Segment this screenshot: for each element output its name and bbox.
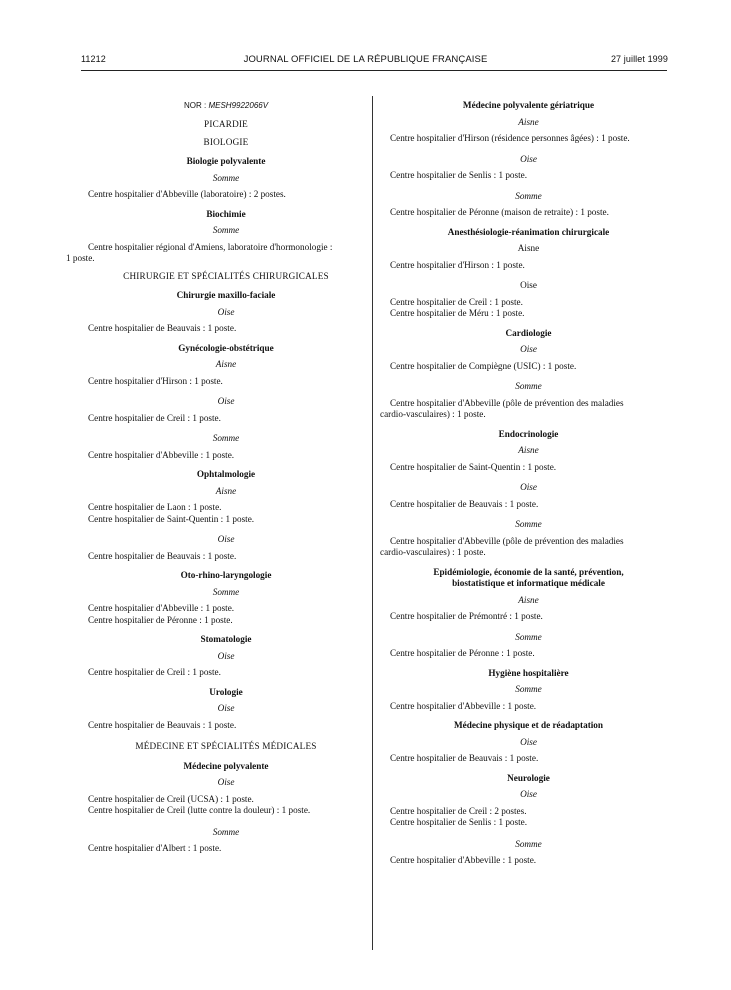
post-line: Centre hospitalier de Beauvais : 1 poste. [88, 323, 237, 333]
post-line: Centre hospitalier de Péronne (maison de retraite) : 1 poste. [390, 207, 609, 217]
dept-somme: Somme [515, 519, 542, 529]
spec-medecine-polyvalente-geriatrique: Médecine polyvalente gériatrique [462, 100, 595, 110]
region-heading: PICARDIE [204, 119, 248, 129]
section-medecine: MÉDECINE ET SPÉCIALITÉS MÉDICALES [135, 741, 317, 751]
post-line: Centre hospitalier d'Hirson : 1 poste. [390, 259, 525, 270]
spec-epidemiologie [390, 567, 667, 590]
post-line: Centre hospitalier de Senlis : 1 poste. [390, 817, 528, 827]
spec-biochimie: Biochimie [206, 208, 246, 219]
dept-oise: Oise [520, 789, 537, 799]
dept-oise: Oise [520, 344, 537, 354]
spec-urologie: Urologie [209, 686, 243, 697]
dept-somme: Somme [515, 190, 542, 201]
post-line: Centre hospitalier de Beauvais : 1 poste. [390, 753, 539, 763]
dept-somme: Somme [515, 684, 542, 694]
post-line: Centre hospitalier de Beauvais : 1 poste. [88, 719, 237, 730]
dept-oise: Oise [217, 534, 235, 544]
post-line: Centre hospitalier de Creil (lutte contre la douleur) : 1 poste. [88, 805, 311, 815]
spec-medecine-polyvalente: Médecine polyvalente [183, 760, 269, 771]
issue-date: 27 juillet 1999 [610, 54, 668, 64]
post-line: Centre hospitalier d'Abbeville : 1 poste. [390, 700, 537, 711]
post-line: Centre hospitalier de Méru : 1 poste. [390, 308, 525, 318]
spec-anesthesiologie: Anesthésiologie-réanimation chirurgicale [447, 226, 610, 237]
spec-gynecologie: Gynécologie-obstétrique [178, 342, 274, 353]
post-line: Centre hospitalier d'Abbeville (pôle de prévention des maladies [390, 397, 624, 408]
spec-oto-rhino-laryngologie: Oto-rhino-laryngologie [180, 570, 272, 580]
spec-epidemiologie-line2: biostatistique et informatique médicale [452, 578, 605, 588]
dept-aisne: Aisne [215, 359, 237, 369]
right-column [380, 100, 667, 867]
dept-oise: Oise [217, 396, 235, 406]
left-column [66, 100, 364, 855]
dept-somme: Somme [212, 172, 240, 183]
post-line: Centre hospitalier d'Hirson (résidence personnes âgées) : 1 poste. [390, 133, 630, 143]
post-line: Centre hospitalier de Creil : 1 poste. [88, 667, 221, 677]
post-line: Centre hospitalier de Creil : 1 poste. [390, 296, 523, 307]
dept-somme: Somme [515, 838, 542, 849]
dept-somme: Somme [212, 586, 240, 597]
post-line-cont: cardio-vasculaires) : 1 poste. [380, 547, 486, 557]
dept-aisne: Aisne [518, 116, 539, 127]
page-number: 11212 [81, 54, 106, 64]
dept-somme: Somme [515, 631, 542, 642]
post-line: Centre hospitalier de Saint-Quentin : 1 poste. [390, 461, 557, 472]
spec-stomatologie: Stomatologie [200, 634, 252, 644]
dept-aisne: Aisne [518, 594, 539, 605]
post-line: Centre hospitalier de Péronne : 1 poste. [390, 648, 535, 658]
spec-epidemiologie-line1: Epidémiologie, économie de la santé, prévention, [433, 566, 624, 577]
post-line: Centre hospitalier de Prémontré : 1 poste. [390, 611, 543, 621]
dept-oise: Oise [217, 306, 235, 317]
dept-oise: Oise [520, 736, 537, 747]
dept-somme: Somme [515, 381, 542, 391]
dept-oise: Oise [520, 153, 537, 164]
post-line: Centre hospitalier de Péronne : 1 poste. [88, 614, 233, 625]
section-chirurgie: CHIRURGIE ET SPÉCIALITÉS CHIRURGICALES [123, 270, 329, 281]
nor-value: MESH9922066V [208, 101, 269, 110]
post-line-cont: 1 poste. [66, 253, 95, 263]
post-line: Centre hospitalier de Compiègne (USIC) : 1 poste. [390, 360, 577, 371]
spec-hygiene-hospitaliere: Hygiène hospitalière [488, 667, 569, 678]
post-line: Centre hospitalier de Senlis : 1 poste. [390, 170, 528, 180]
post-line: Centre hospitalier d'Abbeville : 1 poste. [390, 855, 537, 865]
post-line: Centre hospitalier de Creil : 1 poste. [88, 412, 221, 423]
dept-aisne: Aisne [215, 485, 237, 496]
section-biologie: BIOLOGIE [203, 136, 249, 147]
post-line: Centre hospitalier d'Abbeville : 1 poste. [88, 449, 235, 460]
post-line: Centre hospitalier d'Abbeville : 1 poste. [88, 603, 235, 613]
dept-somme: Somme [212, 433, 240, 443]
dept-aisne: Aisne [518, 445, 539, 455]
column-divider [372, 96, 373, 950]
post-line: Centre hospitalier de Beauvais : 1 poste. [390, 498, 539, 509]
dept-somme: Somme [212, 826, 240, 837]
dept-oise: Oise [520, 482, 537, 492]
post-line: Centre hospitalier d'Hirson : 1 poste. [88, 375, 223, 386]
spec-cardiologie: Cardiologie [505, 327, 552, 338]
dept-oise: Oise [217, 650, 235, 661]
post-line: Centre hospitalier de Creil : 2 postes. [390, 805, 527, 816]
post-line: Centre hospitalier d'Abbeville (pôle de prévention des maladies [390, 535, 624, 546]
nor-label: NOR : [183, 101, 207, 110]
spec-medecine-physique: Médecine physique et de réadaptation [453, 720, 604, 730]
spec-endocrinologie: Endocrinologie [498, 428, 559, 439]
header-rule [81, 70, 667, 71]
dept-oise: Oise [217, 703, 235, 713]
dept-aisne: Aisne [517, 243, 540, 253]
post-line: Centre hospitalier régional d'Amiens, laboratoire d'hormonologie : [88, 241, 333, 252]
spec-biologie-polyvalente: Biologie polyvalente [186, 156, 266, 166]
dept-somme: Somme [212, 225, 240, 235]
post-line: Centre hospitalier de Creil (UCSA) : 1 poste. [88, 793, 254, 804]
post-line: Centre hospitalier d'Abbeville (laboratoire) : 2 postes. [88, 189, 286, 199]
nor-reference [88, 100, 364, 113]
spec-ophtalmologie: Ophtalmologie [196, 469, 256, 479]
post-line: Centre hospitalier de Laon : 1 poste. [88, 502, 222, 512]
spec-chirurgie-maxillo-faciale: Chirurgie maxillo-faciale [176, 290, 276, 300]
post-line: Centre hospitalier de Beauvais : 1 poste. [88, 550, 237, 561]
post-line: Centre hospitalier de Saint-Quentin : 1 poste. [88, 513, 255, 524]
spec-neurologie: Neurologie [507, 772, 550, 783]
journal-title: JOURNAL OFFICIEL DE LA RÉPUBLIQUE FRANÇAISE [243, 54, 488, 65]
post-line-cont: cardio-vasculaires) : 1 poste. [380, 409, 486, 419]
dept-oise: Oise [520, 280, 537, 290]
dept-oise: Oise [217, 777, 235, 787]
post-line: Centre hospitalier d'Albert : 1 poste. [88, 843, 222, 853]
